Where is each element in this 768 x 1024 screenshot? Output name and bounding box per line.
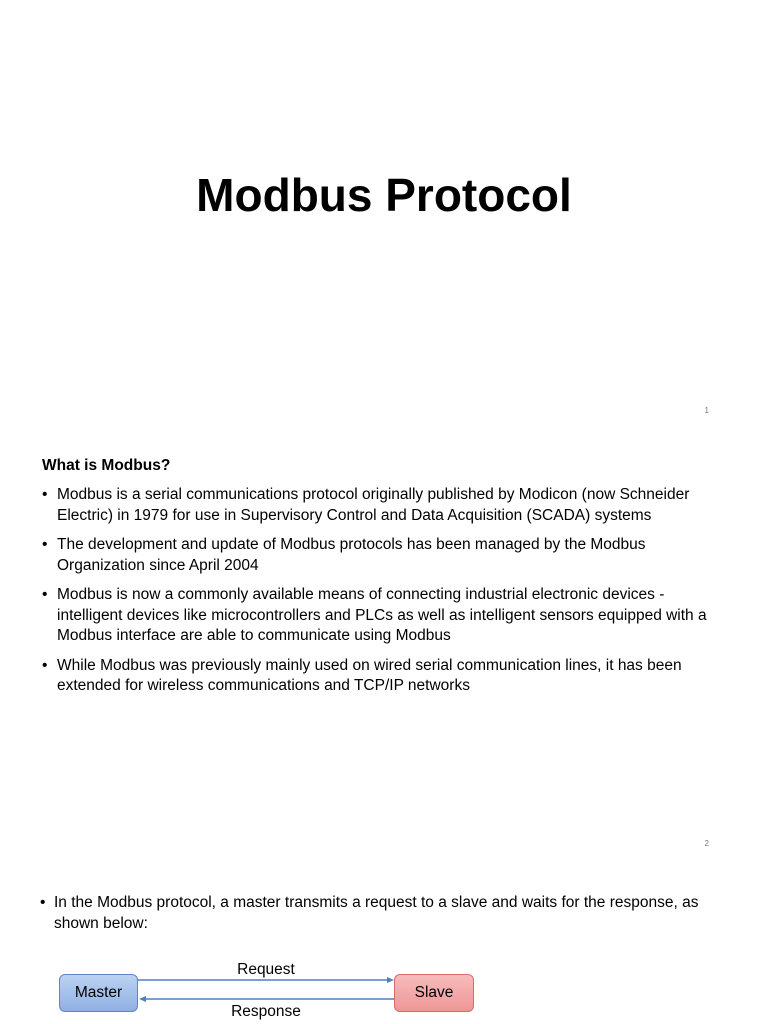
list-item [42,585,710,647]
bullet-icon: • [42,656,48,674]
list-item [40,892,720,934]
list-item [42,485,710,526]
slide-title: Modbus Protocol [196,169,572,221]
response-label: Response [231,1003,301,1020]
bullet-text: The development and update of Modbus protocols has been managed by the Modbus Organization since April 2004 [57,536,646,574]
bullet-icon: • [40,894,46,911]
slide-2 [0,433,768,865]
slide-3 [0,866,768,1024]
bullet-list [42,485,710,706]
master-slave-diagram [50,961,490,1024]
slave-box [394,974,474,1012]
bullet-icon: • [42,486,48,503]
page-number: 2 [704,839,709,848]
master-box [59,974,138,1012]
slide-1 [0,0,768,432]
bullet-text: Modbus is now a commonly available means of connecting industrial electronic devices - intelligent devices like microcontrollers and PLCs as well as intelligent sensors equipped with a Modbus interface are able to communicate using Modbus [57,586,707,644]
bullet-text: While Modbus was previously mainly used on wired serial communication lines, it has been extended for wireless communications and TCP/IP networks [57,656,682,694]
bullet-icon: • [42,586,48,603]
section-heading: What is Modbus? [42,457,171,474]
bullet-text: Modbus is a serial communications protocol originally published by Modicon (now Schneider Electric) in 1979 for use in Supervisory Control and Data Acquisition (SCADA) systems [57,486,690,524]
bullet-icon: • [42,536,48,553]
slave-label: Slave [414,984,454,1001]
bullet-list [40,892,720,934]
list-item [42,656,710,697]
response-arrowhead [139,996,146,1002]
master-label: Master [74,984,123,1001]
bullet-text: In the Modbus protocol, a master transmits a request to a slave and waits for the response, as shown below: [54,894,699,932]
request-label: Request [237,961,295,978]
list-item [42,535,710,576]
page-number: 1 [704,406,709,415]
